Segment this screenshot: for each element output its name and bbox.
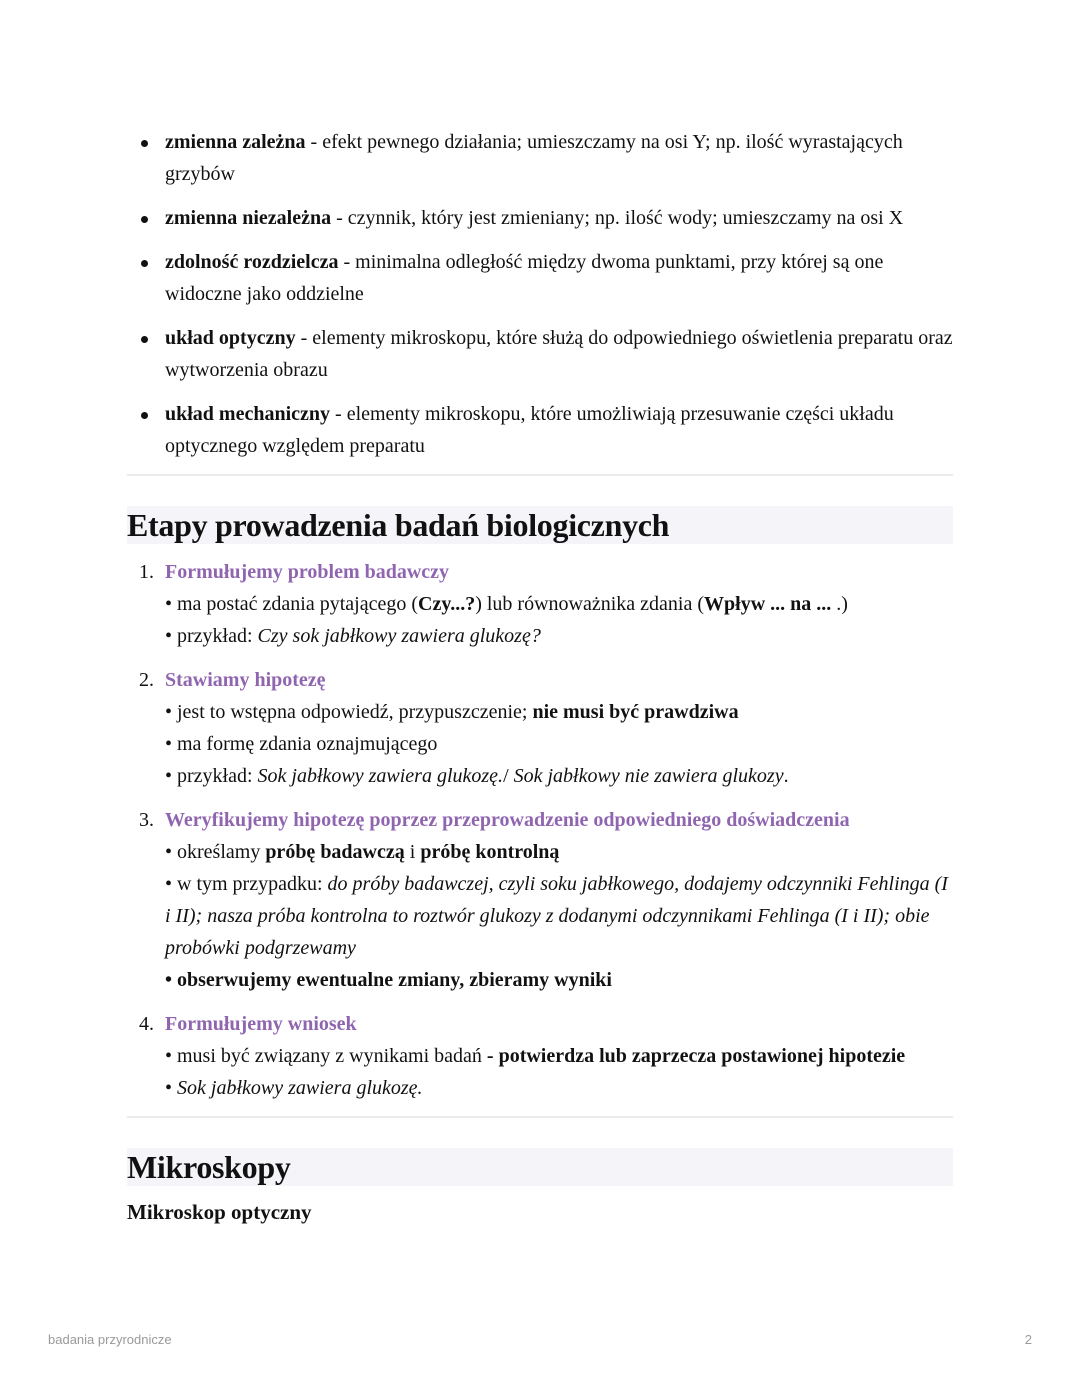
footer-title: badania przyrodnicze bbox=[48, 1332, 172, 1347]
definition-text: - elementy mikroskopu, które służą do odpowiedniego oświetlenia preparatu oraz wytworzenia obrazu bbox=[165, 327, 953, 381]
bullet-icon bbox=[141, 216, 148, 223]
page-footer bbox=[48, 1332, 1032, 1347]
definition-item bbox=[127, 126, 953, 190]
step-line bbox=[165, 1072, 953, 1104]
step-line bbox=[165, 868, 953, 964]
definition-item bbox=[127, 398, 953, 462]
definition-item bbox=[127, 202, 953, 234]
text: • przykład: bbox=[165, 625, 258, 647]
italic-text: Sok jabłkowy nie zawiera glukozy bbox=[513, 765, 784, 787]
step-title: Formułujemy wniosek bbox=[165, 1013, 357, 1035]
bold-text: próbę badawczą bbox=[265, 841, 405, 863]
definition-text: - efekt pewnego działania; umieszczamy na osi Y; np. ilość wyrastających grzybów bbox=[165, 131, 903, 185]
step-line bbox=[165, 620, 953, 652]
divider bbox=[127, 474, 953, 476]
step-item bbox=[127, 664, 953, 792]
definition-item bbox=[127, 322, 953, 386]
bullet-icon bbox=[141, 140, 148, 147]
step-line bbox=[165, 760, 953, 792]
definition-term: zmienna niezależna bbox=[165, 207, 332, 229]
definition-text: - elementy mikroskopu, które umożliwiają przesuwanie części układu optycznego względem preparatu bbox=[165, 403, 894, 457]
bold-text: nie musi być prawdziwa bbox=[532, 701, 739, 723]
step-number: 4. bbox=[139, 1013, 154, 1035]
subheading-mikroskop-optyczny: Mikroskop optyczny bbox=[127, 1200, 312, 1224]
step-line bbox=[165, 1040, 953, 1072]
step-title: Formułujemy problem badawczy bbox=[165, 561, 450, 583]
bullet-icon bbox=[141, 412, 148, 419]
bullet-icon bbox=[141, 336, 148, 343]
italic-text: Czy sok jabłkowy zawiera glukozę? bbox=[257, 625, 541, 647]
text: / bbox=[503, 765, 514, 787]
step-line bbox=[165, 696, 953, 728]
step-line: • obserwujemy ewentualne zmiany, zbieramy wyniki bbox=[165, 969, 612, 991]
bold-text: próbę kontrolną bbox=[420, 841, 560, 863]
step-title: Stawiamy hipotezę bbox=[165, 669, 326, 691]
definition-text: - minimalna odległość między dwoma punktami, przy której są one widoczne jako oddzielne bbox=[165, 251, 884, 305]
text: i bbox=[404, 841, 421, 863]
italic-text: Sok jabłkowy zawiera glukozę. bbox=[177, 1077, 423, 1099]
step-title: Weryfikujemy hipotezę poprzez przeprowadzenie odpowiedniego doświadczenia bbox=[165, 809, 850, 831]
text: .) bbox=[831, 593, 848, 615]
step-number: 2. bbox=[139, 669, 154, 691]
step-item bbox=[127, 556, 953, 652]
italic-text: do próby badawczej, czyli soku jabłkowego, dodajemy odczynniki Fehlinga (I i II); nasza próba kontrolna to roztwór glukozy z dodanymi odczynnikami Fehlinga (I i II); obie probówki podgrzewamy bbox=[165, 873, 948, 959]
italic-text: Sok jabłkowy zawiera glukozę. bbox=[257, 765, 504, 787]
bold-text: - potwierdza lub zaprzecza postawionej hipotezie bbox=[486, 1045, 906, 1067]
text: ) lub równoważnika zdania ( bbox=[475, 593, 705, 615]
definition-term: zdolność rozdzielcza bbox=[165, 251, 339, 273]
bullet-icon bbox=[141, 260, 148, 267]
definition-term: układ optyczny bbox=[165, 327, 296, 349]
section-heading-etapy: Etapy prowadzenia badań biologicznych bbox=[127, 506, 953, 544]
bold-text: Wpływ ... na ... bbox=[704, 593, 832, 615]
step-line bbox=[165, 588, 953, 620]
text: • w tym przypadku: bbox=[165, 873, 328, 895]
text: • przykład: bbox=[165, 765, 258, 787]
steps-list bbox=[127, 556, 953, 1104]
text: • określamy bbox=[165, 841, 266, 863]
step-line bbox=[165, 836, 953, 868]
definition-term: zmienna zależna bbox=[165, 131, 306, 153]
step-item bbox=[127, 804, 953, 996]
definition-item bbox=[127, 246, 953, 310]
text: • bbox=[165, 1077, 178, 1099]
page-content bbox=[127, 120, 953, 1228]
step-number: 1. bbox=[139, 561, 154, 583]
text: . bbox=[783, 765, 789, 787]
definition-term: układ mechaniczny bbox=[165, 403, 331, 425]
text: • jest to wstępna odpowiedź, przypuszczenie; bbox=[165, 701, 533, 723]
text: • ma postać zdania pytającego ( bbox=[165, 593, 418, 615]
step-number: 3. bbox=[139, 809, 154, 831]
divider bbox=[127, 1116, 953, 1118]
step-item bbox=[127, 1008, 953, 1104]
page-number: 2 bbox=[1024, 1332, 1032, 1347]
bold-text: Czy...? bbox=[418, 593, 476, 615]
text: • musi być związany z wynikami badań bbox=[165, 1045, 487, 1067]
section-heading-mikroskopy: Mikroskopy bbox=[127, 1148, 953, 1186]
step-line: • ma formę zdania oznajmującego bbox=[165, 733, 438, 755]
definition-text: - czynnik, który jest zmieniany; np. ilość wody; umieszczamy na osi X bbox=[331, 207, 904, 229]
definitions-list bbox=[127, 126, 953, 462]
